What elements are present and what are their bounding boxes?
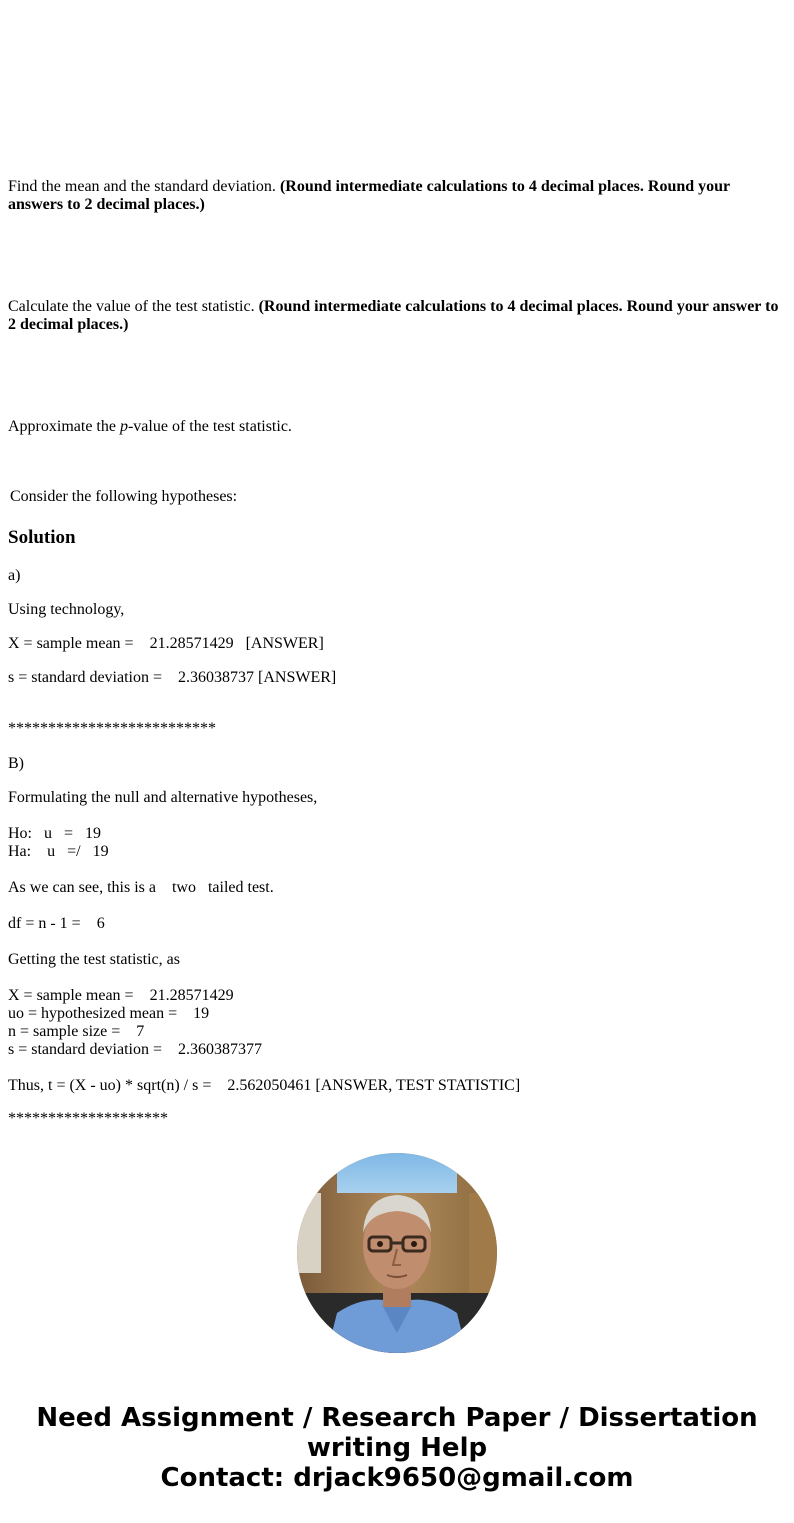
question-2 xyxy=(8,298,788,334)
promo-line-1: Need Assignment / Research Paper / Dissertation xyxy=(36,1403,758,1433)
question-2-text: Calculate the value of the test statistic. xyxy=(8,298,255,315)
question-1-text: Find the mean and the standard deviation. xyxy=(8,178,276,195)
promo-contact: Contact: drjack9650@gmail.com xyxy=(160,1463,634,1493)
question-2-instructions: (Round intermediate calculations to 4 decimal places. Round your answer to 2 decimal places.) xyxy=(8,298,779,333)
value-mean: X = sample mean = 21.28571429 xyxy=(8,987,234,1004)
solution-heading: Solution xyxy=(8,527,76,548)
separator-1: ************************** xyxy=(8,720,216,737)
mean-line: X = sample mean = 21.28571429 [ANSWER] xyxy=(8,635,324,652)
value-hyp-mean: uo = hypothesized mean = 19 xyxy=(8,1005,210,1022)
part-b-label: B) xyxy=(8,755,24,772)
formulating-line: Formulating the null and alternative hypotheses, xyxy=(8,789,318,806)
avatar xyxy=(297,1153,497,1353)
getting-line: Getting the test statistic, as xyxy=(8,951,180,968)
separator-2: ******************** xyxy=(8,1110,168,1127)
question-1-instructions: (Round intermediate calculations to 4 decimal places. Round your answers to 2 decimal places.) xyxy=(8,178,730,213)
promo-block xyxy=(0,1403,794,1493)
question-1 xyxy=(8,178,788,214)
value-sd: s = standard deviation = 2.360387377 xyxy=(8,1041,263,1058)
null-hypothesis: Ho: u = 19 xyxy=(8,825,102,842)
part-a-label: a) xyxy=(8,567,21,584)
promo-line-2: writing Help xyxy=(306,1433,488,1463)
tailed-line: As we can see, this is a two tailed test. xyxy=(8,879,274,896)
sd-line: s = standard deviation = 2.36038737 [ANSWER] xyxy=(8,669,337,686)
technology-line: Using technology, xyxy=(8,601,125,618)
question-3 xyxy=(8,418,292,436)
question-3-post: -value of the test statistic. xyxy=(127,418,292,435)
alt-hypothesis: Ha: u =/ 19 xyxy=(8,843,109,860)
value-sample-size: n = sample size = 7 xyxy=(8,1023,145,1040)
consider-text: Consider the following hypotheses: xyxy=(10,488,238,505)
df-line: df = n - 1 = 6 xyxy=(8,915,105,932)
avatar-photo-icon xyxy=(297,1153,497,1353)
test-statistic-line: Thus, t = (X - uo) * sqrt(n) / s = 2.562050461 [ANSWER, TEST STATISTIC] xyxy=(8,1077,521,1094)
question-3-italic: p xyxy=(119,418,128,435)
question-3-pre: Approximate the xyxy=(8,418,116,435)
